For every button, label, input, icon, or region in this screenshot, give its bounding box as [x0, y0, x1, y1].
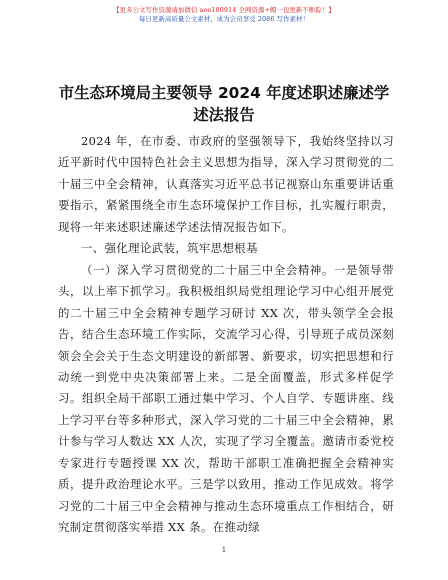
document-body — [58, 131, 394, 539]
title-line-2: 述法报告 — [193, 106, 255, 124]
document-title — [50, 82, 398, 126]
page-number: 1 — [221, 546, 227, 554]
section-heading: 一、强化理论武装，筑牢思想根基 — [81, 241, 258, 256]
body-paragraph: （一）深入学习贯彻党的二十届三中全会精神。一是领导带头，以上率下抓学习。我积极组织局党组理论学习中心组开展党的二十届三中全会精神专题学习研讨 XX 次，带头领学全会报告，结合生态环境工作实际，交流学习心得，引导班子成员深刻领会全会关于生态文明建设的新部署、新要求，切实把思想和行动统一到党中央决策部署上来。二是全面覆盖，形式多样促学习。组织全局干部职工通过集中学习、个人自学、专题讲座、线上学习平台等多种形式，深入学习党的二十届三中全会精神，累计参与学习人数达 XX 人次，实现了学习全覆盖。邀请市委党校专家进行专题授课 XX 次，帮助干部职工准确把握全会精神实质，提升政治理论水平。三是学以致用，推动工作见成效。将学习党的二十届三中全会精神与推动生态环境重点工作相结合，研究制定贯彻落实举措 XX 条。在推动绿 — [58, 262, 394, 535]
banner-line-2: 每日更新高质量公文素材，成为会员享受 2086 写作素材！ — [138, 15, 310, 23]
intro-paragraph: 2024 年，在市委、市政府的坚强领导下，我始终坚持以习近平新时代中国特色社会主义思想为指导，深入学习贯彻党的二十届三中全会精神，认真落实习近平总书记视察山东重要讲话重要指示，紧紧围绕全市生态环境保护工作目标，扎实履行职责，现将一年来述职述廉述学述法情况报告如下。 — [58, 134, 394, 234]
header-banner — [0, 6, 448, 24]
banner-line-1: 【更多公文写作资源请加微信 aoo180914 全网资源+帽一包更新不断踪！】 — [113, 6, 335, 14]
title-line-1: 市生态环境局主要领导 2024 年度述职述廉述学 — [58, 84, 390, 102]
